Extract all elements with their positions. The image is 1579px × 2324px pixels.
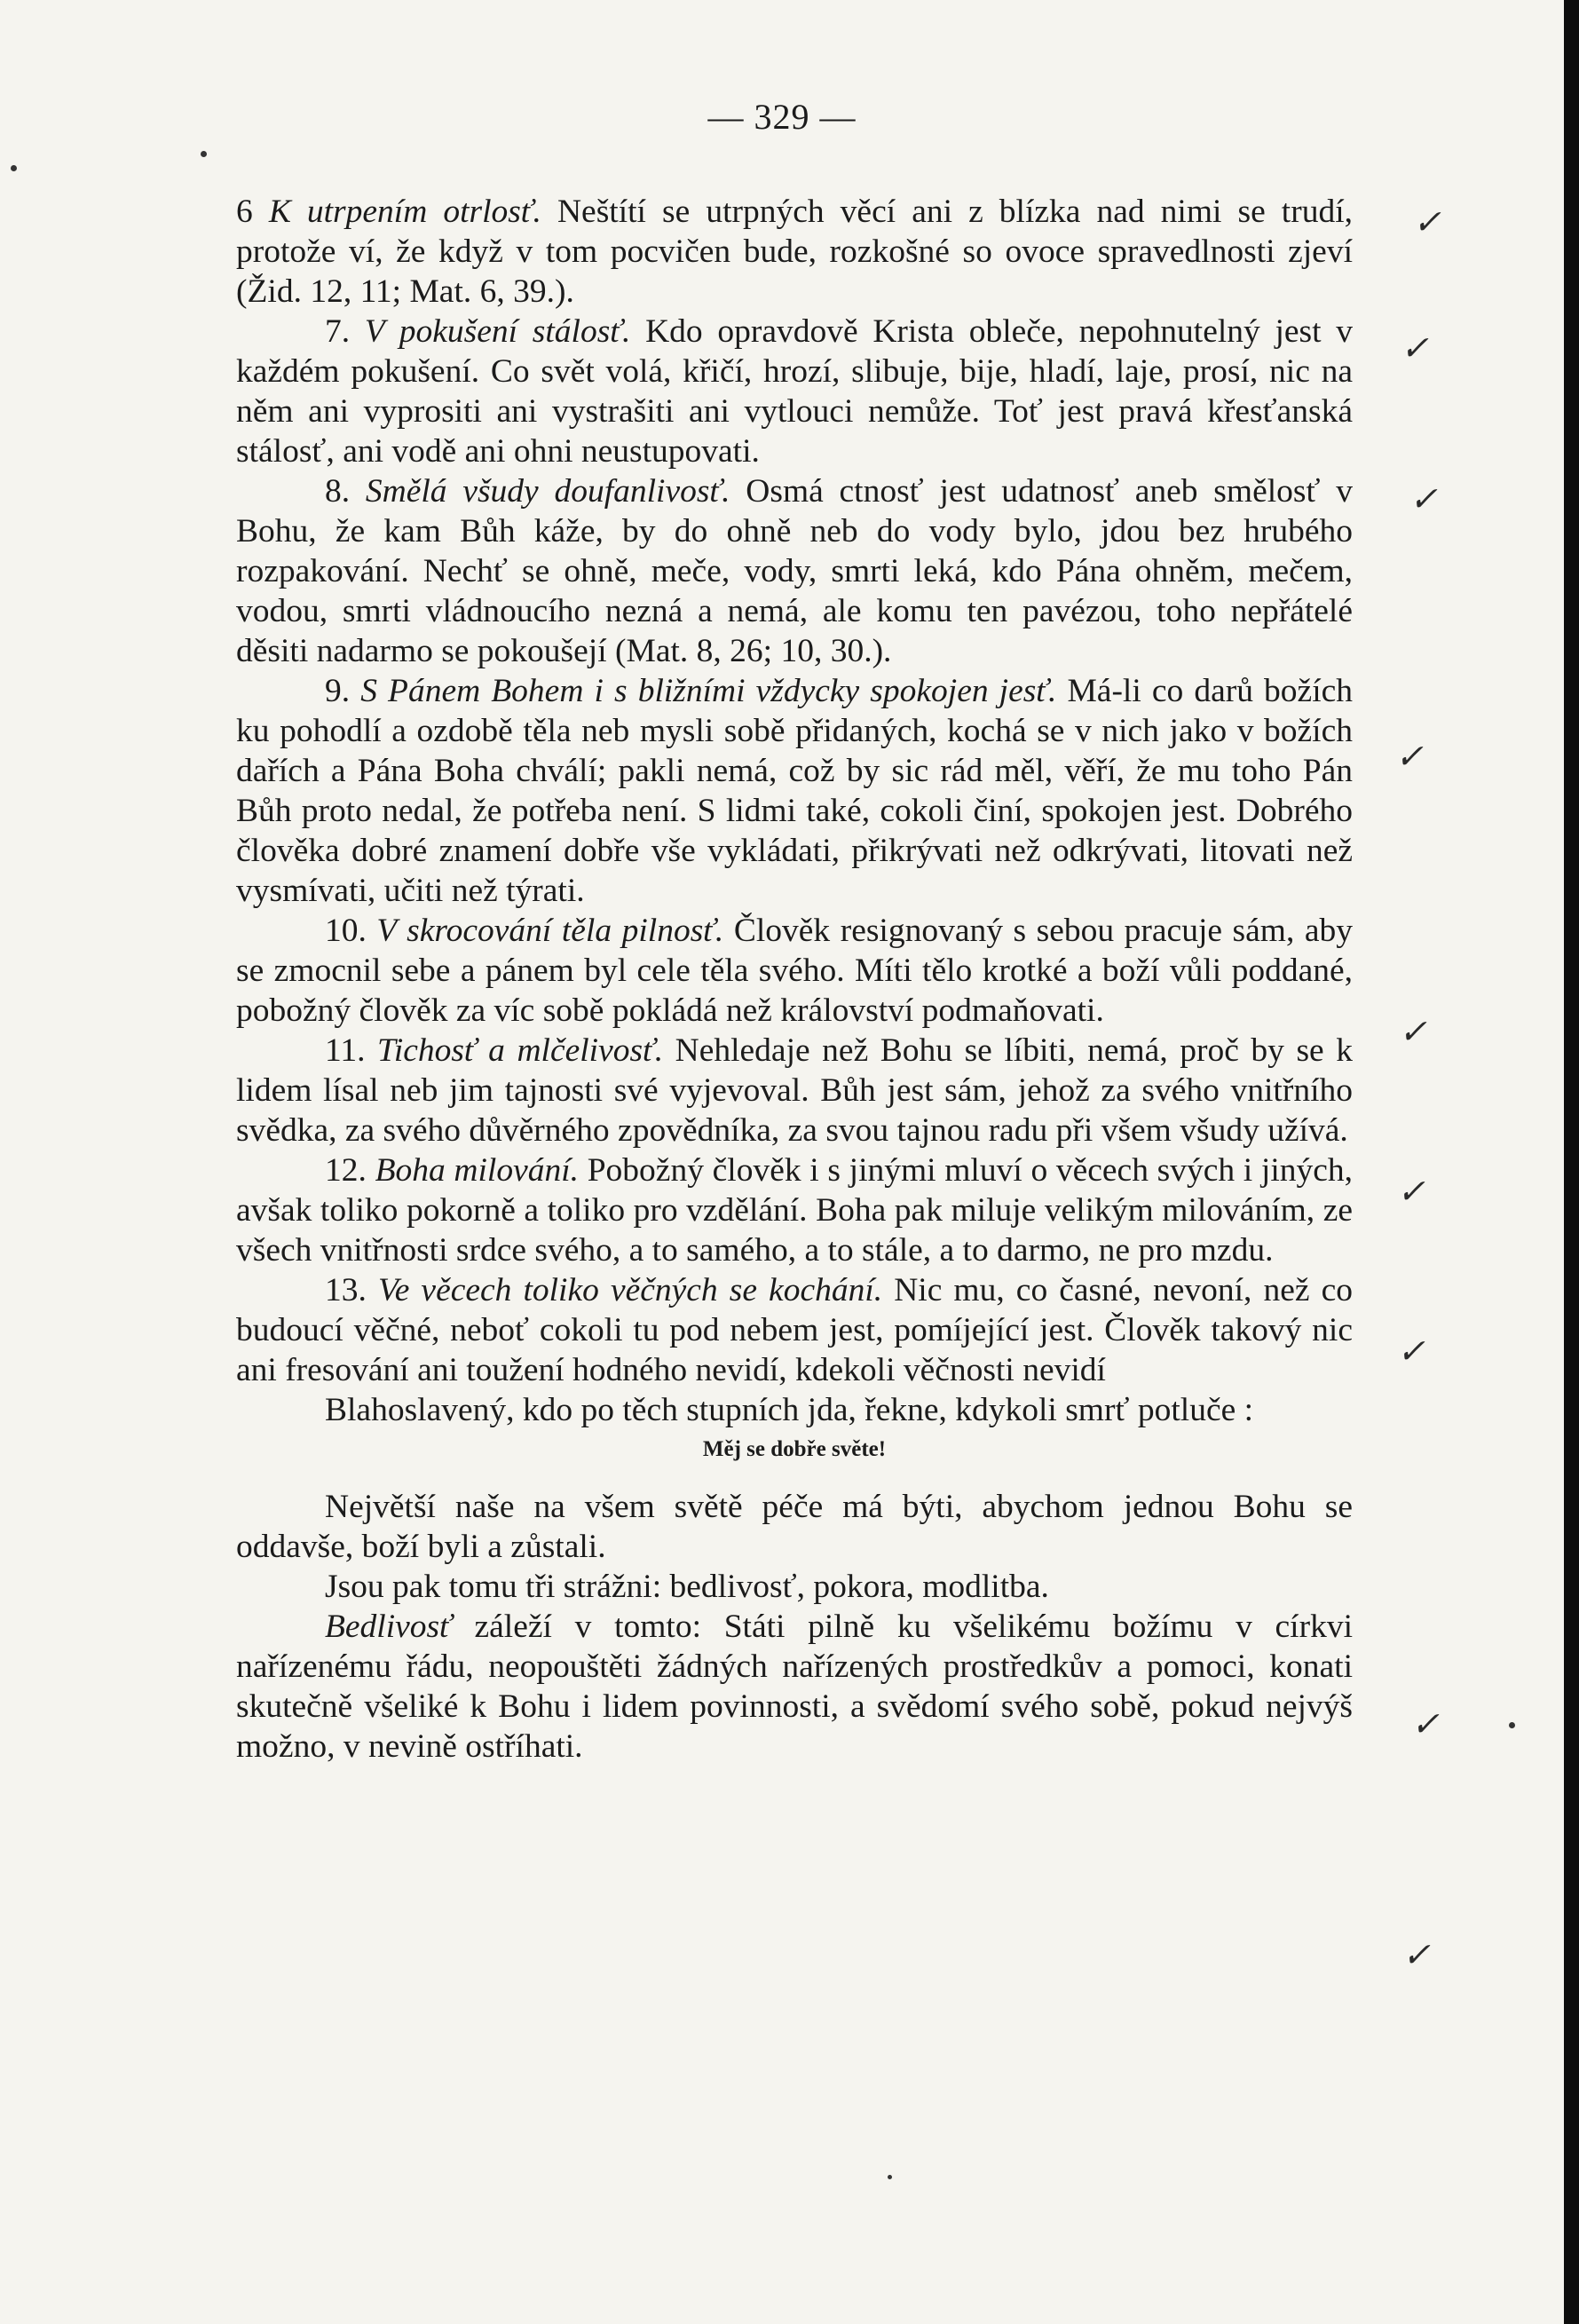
paragraph-12 [236,1150,1353,1270]
pencil-check-mark-icon: ✓ [1402,1937,1431,1974]
item-number: 9. [325,673,351,709]
item-body: Člověk resignovaný s sebou pracuje sám, aby se zmocnil sebe a pánem byl cele těla svého. Míti tělo krotké a boží vůli poddané, pobožný člověk za víc sobě pokládá než království podmaňovati. [236,913,1353,1029]
pencil-check-mark-icon: ✓ [1397,1174,1425,1211]
item-number: 12. [325,1152,367,1189]
item-body: Nehledaje než Bohu se líbiti, nemá, proč by se k lidem lísal neb jim tajnosti své vyjevoval. Bůh jest sám, jehož za svého vnitřního svědka, za svého důvěrného zpovědníka, za svou tajnou radu při všem všudy užívá. [236,1032,1353,1149]
pencil-check-mark-icon: ✓ [1399,1014,1427,1051]
item-heading: K utrpením otrlosť. [268,194,541,230]
paragraph-text: Největší naše na všem světě péče má býti, abychom jednou Bohu se oddavše, boží byli a zůstali. [236,1489,1353,1565]
closing-line: Blahoslavený, kdo po těch stupních jda, řekne, kdykoli smrť potluče : [325,1392,1254,1428]
item-body: Má-li co darů božích ku pohodlí a ozdobě těla neb mysli sobě přidaných, kochá se v nich jako v božích dařích a Pána Boha chválí; pakli nemá, což by sic rád měl, věří, že mu toho Pán Bůh proto nedal, že potřeba není. S lidmi také, cokoli činí, spokojen jest. Dobrého člověka dobré znamení dobře vše vykládati, přikrývati než odkrývati, litovati než vysmívati, učiti než týrati. [236,673,1354,909]
exclamation: Měj se dobře světe! [702,1437,887,1461]
paragraph-11 [236,1031,1353,1150]
paragraph-13 [236,1270,1353,1390]
item-number: 10. [325,913,367,949]
final-paragraph-1 [236,1487,1353,1567]
scan-border [1564,0,1579,2324]
pencil-check-mark-icon: ✓ [1409,481,1438,518]
final-paragraph-2 [236,1567,1353,1607]
ink-speck [1509,1722,1515,1728]
item-number: 13. [325,1272,367,1308]
pencil-check-mark-icon: ✓ [1413,204,1441,241]
item-body: Pobožný člověk i s jinými mluví o věcech svých i jiných, avšak toliko pokorně a toliko pro vzdělání. Boha pak miluje velikým milováním, ze všech vnitřnosti srdce svého, a to samého, a to stále, a to darmo, ne pro mzdu. [236,1152,1354,1269]
item-heading: Ve věcech toliko věčných se kochání. [377,1272,883,1308]
item-heading: V skrocování těla pilnosť. [376,913,724,949]
paragraph-text: záleží v tomto: Státi pilně ku všelikému božímu v církvi nařízenému řádu, neopouštěti žádných nařízených prostředkův a pomoci, konati skutečně všeliké k Bohu i lidem povinnosti, a svědomí svého sobě, pokud nejvýš možno, v nevině ostříhati. [236,1609,1354,1765]
item-body: Kdo opravdově Krista obleče, nepohnutelný jest v každém pokušení. Co svět volá, křičí, hrozí, slibuje, bije, hladí, laje, prosí, nic na něm ani vyprositi ani vystrašiti ani vytlouci nemůže. Toť jest pravá křesťanská stálosť, ani vodě ani ohni neustupovati. [236,313,1354,470]
pencil-check-mark-icon: ✓ [1397,1333,1425,1371]
paragraph-7 [236,312,1353,471]
item-number: 11. [325,1032,366,1069]
paragraph-lead: Bedlivosť [325,1609,452,1645]
item-number: 7. [325,313,351,350]
item-body: Neštítí se utrpných věcí ani z blízka nad nimi se trudí, protože ví, že když v tom pocvičen bude, rozkošné so ovoce spravedlnosti zjeví (Žid. 12, 11; Mat. 6, 39.). [236,194,1353,310]
page-number: — 329 — [707,97,857,137]
item-heading: S Pánem Bohem i s bližními vždycky spokojen jesť. [360,673,1057,709]
main-text [236,192,1353,1767]
ink-speck [201,151,207,157]
item-number: 6 [236,194,253,230]
paragraph-8 [236,471,1353,671]
item-body: Nic mu, co časné, nevoní, než co budoucí věčné, neboť cokoli tu pod nebem jest, pomíjející jest. Člověk takový nic ani fresování ani toužení hodného nevidí, kdekoli věčnosti nevidí [236,1272,1354,1388]
paragraph-6 [236,192,1353,312]
pencil-check-mark-icon: ✓ [1401,330,1429,368]
item-heading: Tichosť a mlčelivosť. [377,1032,664,1069]
item-heading: Smělá všudy doufanlivosť. [365,473,730,510]
paragraph-9 [236,671,1353,911]
pencil-check-mark-icon: ✓ [1395,739,1424,776]
paragraph-10 [236,911,1353,1031]
paragraph-text: Jsou pak tomu tři strážni: bedlivosť, pokora, modlitba. [325,1569,1049,1605]
item-heading: Boha milování. [375,1152,580,1189]
final-paragraph-3 [236,1607,1353,1767]
ink-speck [888,2175,892,2179]
item-number: 8. [325,473,351,510]
item-heading: V pokušení stálosť. [364,313,631,350]
item-body: Osmá ctnosť jest udatnosť aneb smělosť v Bohu, že kam Bůh káže, by do ohně neb do vody bylo, jdou bez hrubého rozpakování. Nechť se ohně, meče, vody, smrti leká, kdo Pána ohněm, mečem, vodou, smrti vládnoucího nezná a nemá, ale komu ten pavézou, toho nepřátelé děsiti nadarmo se pokoušejí (Mat. 8, 26; 10, 30.). [236,473,1354,669]
ink-speck [11,165,17,171]
pencil-check-mark-icon: ✓ [1411,1706,1440,1743]
